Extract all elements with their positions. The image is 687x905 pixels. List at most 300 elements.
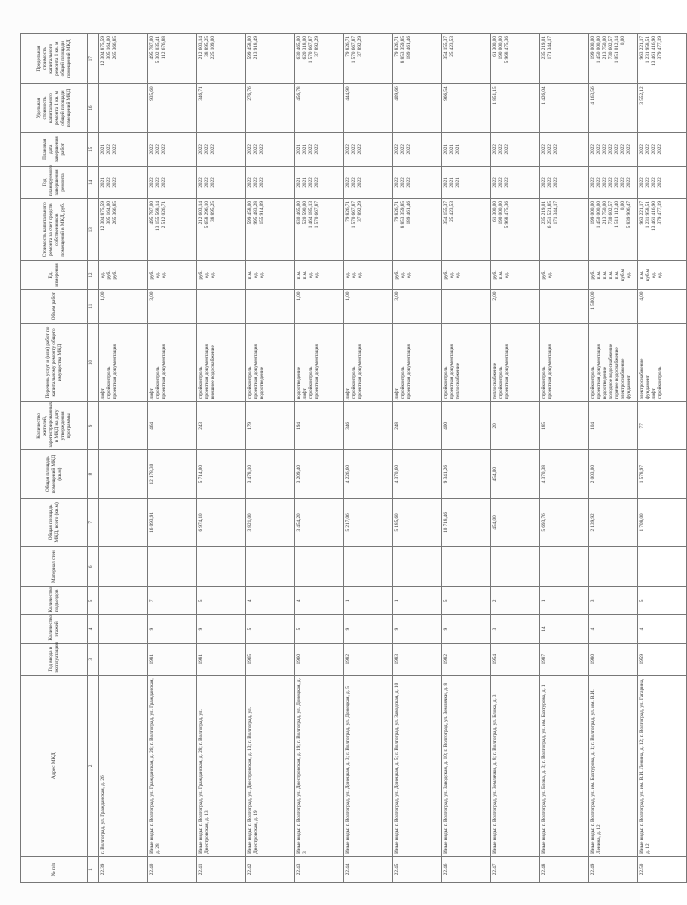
limit-cost-cell-line: 354 155,37 (443, 36, 449, 60)
area-total-cell: 6 974,10 (197, 498, 246, 546)
column-number: 8 (88, 450, 99, 498)
entrances-cell: 5 (442, 587, 491, 615)
plan-date-cell-line: 2022 (155, 144, 161, 155)
cost-cell-line: 5 839 906,47 (626, 201, 632, 229)
plan-year-cell (638, 166, 687, 198)
row-number: 22.46 (442, 856, 491, 882)
address-cell: Иные виды: г. Волгоград, ул. Днестровская, д. 13; г. Волгоград, ул. Днестровская, д. 19 (246, 675, 295, 856)
area-total-cell: 3 454,20 (295, 498, 344, 546)
table-row (638, 34, 687, 883)
cost-cell-line: 2 512 026,71 (161, 201, 167, 229)
limit-cost-cell-line: 37 892,29 (314, 36, 320, 57)
cost-cell-line: 189 461,46 (406, 201, 412, 225)
cost-cell-line: 1 464 185,13 (308, 201, 314, 229)
table-header-row (21, 34, 88, 883)
cost-cell-line: 212 603,14 (198, 201, 204, 225)
works-cell (295, 323, 344, 401)
cost-cell-line: 5 968 475,36 (504, 201, 510, 229)
works-cell (99, 323, 148, 401)
volume-cell: 1,00 (344, 289, 393, 323)
plan-year-cell (246, 166, 295, 198)
plan-year-cell (491, 166, 540, 198)
plan-year-cell-line: 2022 (210, 177, 216, 188)
units-cell (491, 261, 540, 289)
column-header: Перечень услуг и (или) работ по капитальному ремонту общего имущества МКД (21, 323, 88, 401)
plan-year-cell-line: 2022 (314, 177, 320, 188)
works-cell-line: проектная документация (253, 344, 259, 400)
walls-cell (638, 547, 687, 587)
table-row (393, 34, 442, 883)
units-cell-line: п.м. (596, 270, 602, 280)
volume-cell: 3,00 (393, 289, 442, 323)
plan-year-cell (540, 166, 589, 198)
residents-cell: 346 (344, 402, 393, 450)
limit-cost-cell-line: 1 570 667,87 (351, 36, 357, 64)
limit-cost-cell (589, 34, 638, 84)
address-cell: г. Волгоград, ул. Гражданская, д. 26 (99, 675, 148, 856)
units-cell-line: руб. (149, 270, 155, 280)
works-cell (393, 323, 442, 401)
units-cell-line: ед. (400, 271, 406, 279)
plan-date-cell (344, 132, 393, 166)
area-total-cell: 3 821,00 (246, 498, 295, 546)
cost-cell-line: 5 658 296,10 (204, 201, 210, 229)
year-cell: 1981 (197, 643, 246, 675)
cost-cell-line: 190 000,00 (498, 201, 504, 225)
plan-date-cell-line: 2022 (547, 144, 553, 155)
works-cell-line: водоотведение (259, 366, 265, 400)
works-cell-line: стройконтроль (308, 366, 314, 400)
specific-cost-cell: 935,60 (148, 84, 197, 132)
limit-cost-cell-line: 1 231 958,51 (645, 36, 651, 64)
area-rooms-cell: 1 578,97 (638, 450, 687, 498)
works-cell-line: лифт (302, 388, 308, 400)
works-cell-line: проектная документация (449, 344, 455, 400)
specific-cost-cell: 966,54 (442, 84, 491, 132)
plan-date-cell-line: 2022 (406, 144, 412, 155)
area-rooms-cell: 4 370,60 (393, 450, 442, 498)
area-rooms-cell: 2 003,00 (589, 450, 638, 498)
limit-cost-cell (148, 34, 197, 84)
units-cell (197, 261, 246, 289)
plan-date-cell-line: 2022 (345, 144, 351, 155)
plan-year-cell-line: 2022 (149, 177, 155, 188)
cost-cell-line: 1 511 112,40 (614, 201, 620, 228)
limit-cost-cell-line: 12 304 875,59 (100, 36, 106, 66)
column-number: 10 (88, 323, 99, 401)
residents-cell (99, 402, 148, 450)
plan-year-cell-line: 2022 (357, 177, 363, 188)
area-rooms-cell: 454,00 (491, 450, 540, 498)
column-number-row (88, 34, 99, 883)
column-number: 13 (88, 199, 99, 261)
plan-year-cell-line: 2022 (645, 177, 651, 188)
works-cell-line: проектная документация (596, 344, 602, 400)
limit-cost-cell (295, 34, 344, 84)
floors-cell: 3 (491, 615, 540, 643)
plan-date-cell-line: 2022 (204, 144, 210, 155)
area-total-cell: 16 093,91 (148, 498, 197, 546)
works-cell-line: проектная документация (357, 344, 363, 400)
row-number: 22.50 (638, 856, 687, 882)
cost-cell (246, 199, 295, 261)
plan-date-cell-line: 2022 (541, 144, 547, 155)
address-cell: Иные виды: г. Волгоград, ул. им. Бахтурова, д. 1; г. Волгоград, ул. им. В.И. Ленина, д. 12 (589, 675, 638, 856)
limit-cost-cell-line: 730 602,57 (608, 36, 614, 60)
works-cell-line: стройконтроль (590, 366, 596, 400)
address-cell: Иные виды: г. Волгоград, ул. Днестровская, д. 19; г. Волгоград, ул. Донецкая, д. 3 (295, 675, 344, 856)
specific-cost-cell: 456,78 (295, 84, 344, 132)
walls-cell (589, 547, 638, 587)
entrances-cell: 5 (638, 587, 687, 615)
plan-year-cell-line: 2022 (608, 177, 614, 188)
plan-date-cell-line: 2022 (620, 144, 626, 155)
address-cell: Иные виды: г. Волгоград, ул. Землячки, д. 8; г. Волгоград, ул. Блока, д. 3 (491, 675, 540, 856)
works-cell-line: стройконтроль (351, 366, 357, 400)
entrances-cell: 5 (197, 587, 246, 615)
column-header: Предельная стоимость капитального ремонта 1 кв. м общей площади помещений МКД (21, 34, 88, 84)
plan-year-cell-line: 2022 (259, 177, 265, 188)
plan-year-cell-line: 2022 (553, 177, 559, 188)
cost-cell (638, 199, 687, 261)
residents-cell: 20 (491, 402, 540, 450)
column-number: 17 (88, 34, 99, 84)
year-cell: 1954 (491, 643, 540, 675)
walls-cell (540, 547, 589, 587)
plan-date-cell (246, 132, 295, 166)
works-cell (246, 323, 295, 401)
volume-cell: 4,00 (638, 289, 687, 323)
address-cell: Иные виды: г. Волгоград, ул. Донецкая, д. 3; г. Волгоград, ул. Донецкая, д. 5 (344, 675, 393, 856)
cost-cell-line: 1 231 958,51 (645, 201, 651, 229)
limit-cost-cell-line: 61 300,00 (492, 36, 498, 57)
plan-year-cell-line: 2022 (547, 177, 553, 188)
plan-date-cell (197, 132, 246, 166)
units-cell-line: п.м. (247, 270, 253, 280)
units-cell (344, 261, 393, 289)
column-header: Год планируемого завершения ремонта (21, 166, 88, 198)
units-cell-line: п.м. (296, 270, 302, 280)
table-row (589, 34, 638, 883)
volume-cell: 1,00 (295, 289, 344, 323)
cost-cell-line: 12 304 875,59 (100, 201, 106, 231)
plan-year-cell-line: 2022 (651, 177, 657, 188)
limit-cost-cell (442, 34, 491, 84)
plan-year-cell-line: 2021 (296, 177, 302, 188)
works-cell (344, 323, 393, 401)
cost-cell-line: 8 853 359,85 (400, 201, 406, 229)
works-cell (589, 323, 638, 401)
address-cell: Иные виды: г. Волгоград, ул. им. В.И. Ленина, д. 12; г. Волгоград, ул. Гагарина, д. 12 (638, 675, 687, 856)
limit-cost-cell-line: 1 450 000,00 (596, 36, 602, 64)
area-total-cell: 1 708,00 (638, 498, 687, 546)
cost-cell-line: 963 221,17 (639, 201, 645, 225)
units-cell-line: п.м. (614, 270, 620, 280)
units-cell-line: п.м. (302, 270, 308, 280)
units-cell-line: ед. (357, 271, 363, 279)
plan-date-cell-line: 2022 (161, 144, 167, 155)
column-header: Плановая дата завершения работ (21, 132, 88, 166)
volume-cell: 1,00 (99, 289, 148, 323)
works-cell-line: стройконтроль (247, 366, 253, 400)
units-cell-line: п.м. (639, 270, 645, 280)
plan-year-cell-line: 2021 (443, 177, 449, 188)
column-number: 5 (88, 587, 99, 615)
limit-cost-cell-line: 8 853 359,85 (400, 36, 406, 64)
cost-cell (540, 199, 589, 261)
plan-year-cell (393, 166, 442, 198)
units-cell-line: руб. (394, 270, 400, 280)
column-header: Количество жителей, зарегистрированных в МКД на дату утверждения программы (21, 402, 88, 450)
works-cell-line: стройконтроль (498, 366, 504, 400)
limit-cost-cell (491, 34, 540, 84)
plan-date-cell-line: 2021 (455, 144, 461, 155)
plan-year-cell-line: 2022 (639, 177, 645, 188)
plan-date-cell-line: 2021 (296, 144, 302, 155)
cost-cell-line: 155 914,09 (259, 201, 265, 225)
units-cell-line: ед. (155, 271, 161, 279)
plan-date-cell-line: 2022 (626, 144, 632, 155)
row-number: 22.39 (99, 856, 148, 882)
residents-cell: 179 (246, 402, 295, 450)
volume-cell: 2,00 (491, 289, 540, 323)
cost-cell (295, 199, 344, 261)
residents-cell: 77 (638, 402, 687, 450)
units-cell (99, 261, 148, 289)
works-cell-line: стройконтроль (443, 366, 449, 400)
cost-cell-line: 213 750,00 (602, 201, 608, 225)
limit-cost-cell-line: 171 344,17 (547, 36, 553, 60)
limit-cost-cell (540, 34, 589, 84)
year-cell: 1980 (589, 643, 638, 675)
limit-cost-cell-line: 25 423,53 (449, 36, 455, 57)
plan-date-cell-line: 2022 (308, 144, 314, 155)
plan-year-cell-line: 2022 (106, 177, 112, 188)
works-cell-line: проектная документация (406, 344, 412, 400)
volume-cell: 1 500,00 (589, 289, 638, 323)
specific-cost-cell: 444,90 (344, 84, 393, 132)
year-cell: 1960 (295, 643, 344, 675)
works-cell (540, 323, 589, 401)
plan-date-cell-line: 2022 (590, 144, 596, 155)
units-cell-line: ед. (504, 271, 510, 279)
column-header: Объем работ (21, 289, 88, 323)
limit-cost-cell-line: 79 826,71 (394, 36, 400, 57)
column-header: Год ввода в эксплуатацию (21, 643, 88, 675)
floors-cell: 9 (442, 615, 491, 643)
works-cell-line: теплоснабжение (492, 362, 498, 400)
plan-date-cell (295, 132, 344, 166)
limit-cost-cell-line: 265 366,85 (112, 36, 118, 60)
row-number: 22.40 (148, 856, 197, 882)
floors-cell: 9 (344, 615, 393, 643)
plan-date-cell-line: 2021 (443, 144, 449, 155)
entrances-cell: 1 (344, 587, 393, 615)
plan-year-cell-line: 2022 (308, 177, 314, 188)
plan-date-cell-line: 2022 (149, 144, 155, 155)
column-header: Общая площадь помещений МКД (кв.м) (21, 450, 88, 498)
works-cell (442, 323, 491, 401)
units-cell-line: куб.м (645, 268, 651, 282)
plan-date-cell-line: 2022 (645, 144, 651, 155)
cost-cell-line: 37 892,29 (357, 201, 363, 222)
row-number: 22.48 (540, 856, 589, 882)
works-cell-line: проектная документация (314, 344, 320, 400)
column-header: Ед. измерения (21, 261, 88, 289)
row-number: 22.43 (295, 856, 344, 882)
cost-cell (197, 199, 246, 261)
floors-cell: 9 (393, 615, 442, 643)
row-number: 22.49 (589, 856, 638, 882)
limit-cost-cell-line: 212 603,14 (198, 36, 204, 60)
limit-cost-cell-line: 963 221,17 (639, 36, 645, 60)
cost-cell-line: 630 465,00 (296, 201, 302, 225)
works-cell-line: стройконтроль (541, 366, 547, 400)
units-cell (295, 261, 344, 289)
works-cell-line: стройконтроль (400, 366, 406, 400)
cost-cell (344, 199, 393, 261)
plan-date-cell-line: 2022 (210, 144, 216, 155)
specific-cost-cell (99, 84, 148, 132)
works-cell (197, 323, 246, 401)
cost-cell-line: 13 155 568,14 (155, 201, 161, 231)
year-cell (99, 643, 148, 675)
units-cell-line: руб. (541, 270, 547, 280)
specific-cost-cell: 4 163,56 (589, 84, 638, 132)
plan-date-cell-line: 2022 (247, 144, 253, 155)
limit-cost-cell-line: 5 968 475,36 (504, 36, 510, 64)
column-number: 11 (88, 289, 99, 323)
area-total-cell: 5 185,60 (393, 498, 442, 546)
limit-cost-cell-line: 495 787,00 (149, 36, 155, 60)
limit-cost-cell-line: 599 458,00 (247, 36, 253, 60)
limit-cost-cell-line: 213 750,00 (602, 36, 608, 60)
works-cell-line: водоотведение (602, 366, 608, 400)
year-cell: 1959 (638, 643, 687, 675)
plan-date-cell-line: 2021 (302, 144, 308, 155)
plan-year-cell (442, 166, 491, 198)
column-header: Материал стен (21, 547, 88, 587)
plan-year-cell-line: 2022 (626, 177, 632, 188)
plan-date-cell-line: 2022 (504, 144, 510, 155)
limit-cost-cell-line: 38 895,25 (204, 36, 210, 57)
cost-cell-line: 520 590,00 (302, 201, 308, 225)
column-number: 6 (88, 547, 99, 587)
plan-year-cell-line: 2021 (449, 177, 455, 188)
cost-cell-line: 199 000,00 (590, 201, 596, 225)
plan-year-cell-line: 2022 (198, 177, 204, 188)
floors-cell: 14 (540, 615, 589, 643)
volume-cell: 3,00 (148, 289, 197, 323)
works-cell-line: лифт (345, 388, 351, 400)
plan-date-cell (491, 132, 540, 166)
limit-cost-cell-line: 1 570 667,87 (308, 36, 314, 64)
specific-cost-cell: 346,71 (197, 84, 246, 132)
plan-date-cell-line: 2021 (449, 144, 455, 155)
works-cell-line: теплоснабжение (455, 362, 461, 400)
plan-date-cell-line: 2022 (553, 144, 559, 155)
residents-cell: 194 (295, 402, 344, 450)
plan-date-cell-line: 2022 (639, 144, 645, 155)
works-cell-line: электроснабжение (620, 358, 626, 400)
units-cell-line: ед. (100, 271, 106, 279)
units-cell-line: куб.м (620, 268, 626, 282)
year-cell: 1981 (148, 643, 197, 675)
table-row (148, 34, 197, 883)
plan-year-cell (99, 166, 148, 198)
units-cell-line: ед. (626, 271, 632, 279)
works-cell (148, 323, 197, 401)
volume-cell (246, 289, 295, 323)
table-row (295, 34, 344, 883)
cost-cell-line: 38 895,25 (210, 201, 216, 222)
walls-cell (295, 547, 344, 587)
cost-cell-line: 599 458,00 (247, 201, 253, 225)
column-number: 12 (88, 261, 99, 289)
plan-date-cell (638, 132, 687, 166)
floors-cell: 9 (197, 615, 246, 643)
works-cell (638, 323, 687, 401)
row-number: 22.47 (491, 856, 540, 882)
units-cell-line: п.м. (498, 270, 504, 280)
cost-cell (148, 199, 197, 261)
units-cell-line: ед. (204, 271, 210, 279)
works-cell-line: стройконтроль (155, 366, 161, 400)
units-cell-line: руб. (198, 270, 204, 280)
works-cell-line: проектная документация (547, 344, 553, 400)
limit-cost-cell-line: 1 051 012,14 (614, 36, 620, 64)
limit-cost-cell-line: 189 461,46 (406, 36, 412, 60)
address-cell: Иные виды: г. Волгоград, ул. Донецкая, д. 5; г. Волгоград, ул. Заводская, д. 10 (393, 675, 442, 856)
table-body (99, 34, 687, 883)
area-rooms-cell: 12 178,30 (148, 450, 197, 498)
plan-date-cell-line: 2022 (400, 144, 406, 155)
works-cell-line: лифт (149, 388, 155, 400)
limit-cost-cell-line: 112 676,88 (161, 36, 167, 60)
floors-cell (99, 615, 148, 643)
area-total-cell: 5 217,06 (344, 498, 393, 546)
cost-cell-line: 1 450 000,00 (596, 201, 602, 229)
cost-cell (589, 199, 638, 261)
limit-cost-cell (99, 34, 148, 84)
cost-cell (393, 199, 442, 261)
area-rooms-cell: 3 478,10 (246, 450, 295, 498)
works-cell-line: фундамент (645, 375, 651, 400)
units-cell (540, 261, 589, 289)
limit-cost-cell-line: 379 477,19 (657, 36, 663, 60)
plan-year-cell-line: 2022 (596, 177, 602, 188)
column-header: № п/п (21, 856, 88, 882)
plan-date-cell-line: 2022 (492, 144, 498, 155)
cost-cell-line: 79 826,71 (345, 201, 351, 222)
year-cell: 1965 (246, 643, 295, 675)
column-number: 9 (88, 402, 99, 450)
table-row (246, 34, 295, 883)
address-cell: Иные виды: г. Волгоград, ул. Блока, д. 3; г. Волгоград, ул. им. Бахтурова, д. 1 (540, 675, 589, 856)
entrances-cell: 1 (540, 587, 589, 615)
walls-cell (491, 547, 540, 587)
plan-date-cell-line: 2022 (112, 144, 118, 155)
plan-year-cell-line: 2022 (112, 177, 118, 188)
year-cell: 1982 (442, 643, 491, 675)
cost-cell-line: 25 423,53 (449, 201, 455, 222)
floors-cell: 5 (246, 615, 295, 643)
walls-cell (99, 547, 148, 587)
area-rooms-cell: 4 226,60 (344, 450, 393, 498)
plan-year-cell-line: 2021 (302, 177, 308, 188)
entrances-cell: 1 (393, 587, 442, 615)
cost-cell-line: 0,00 (620, 201, 626, 211)
